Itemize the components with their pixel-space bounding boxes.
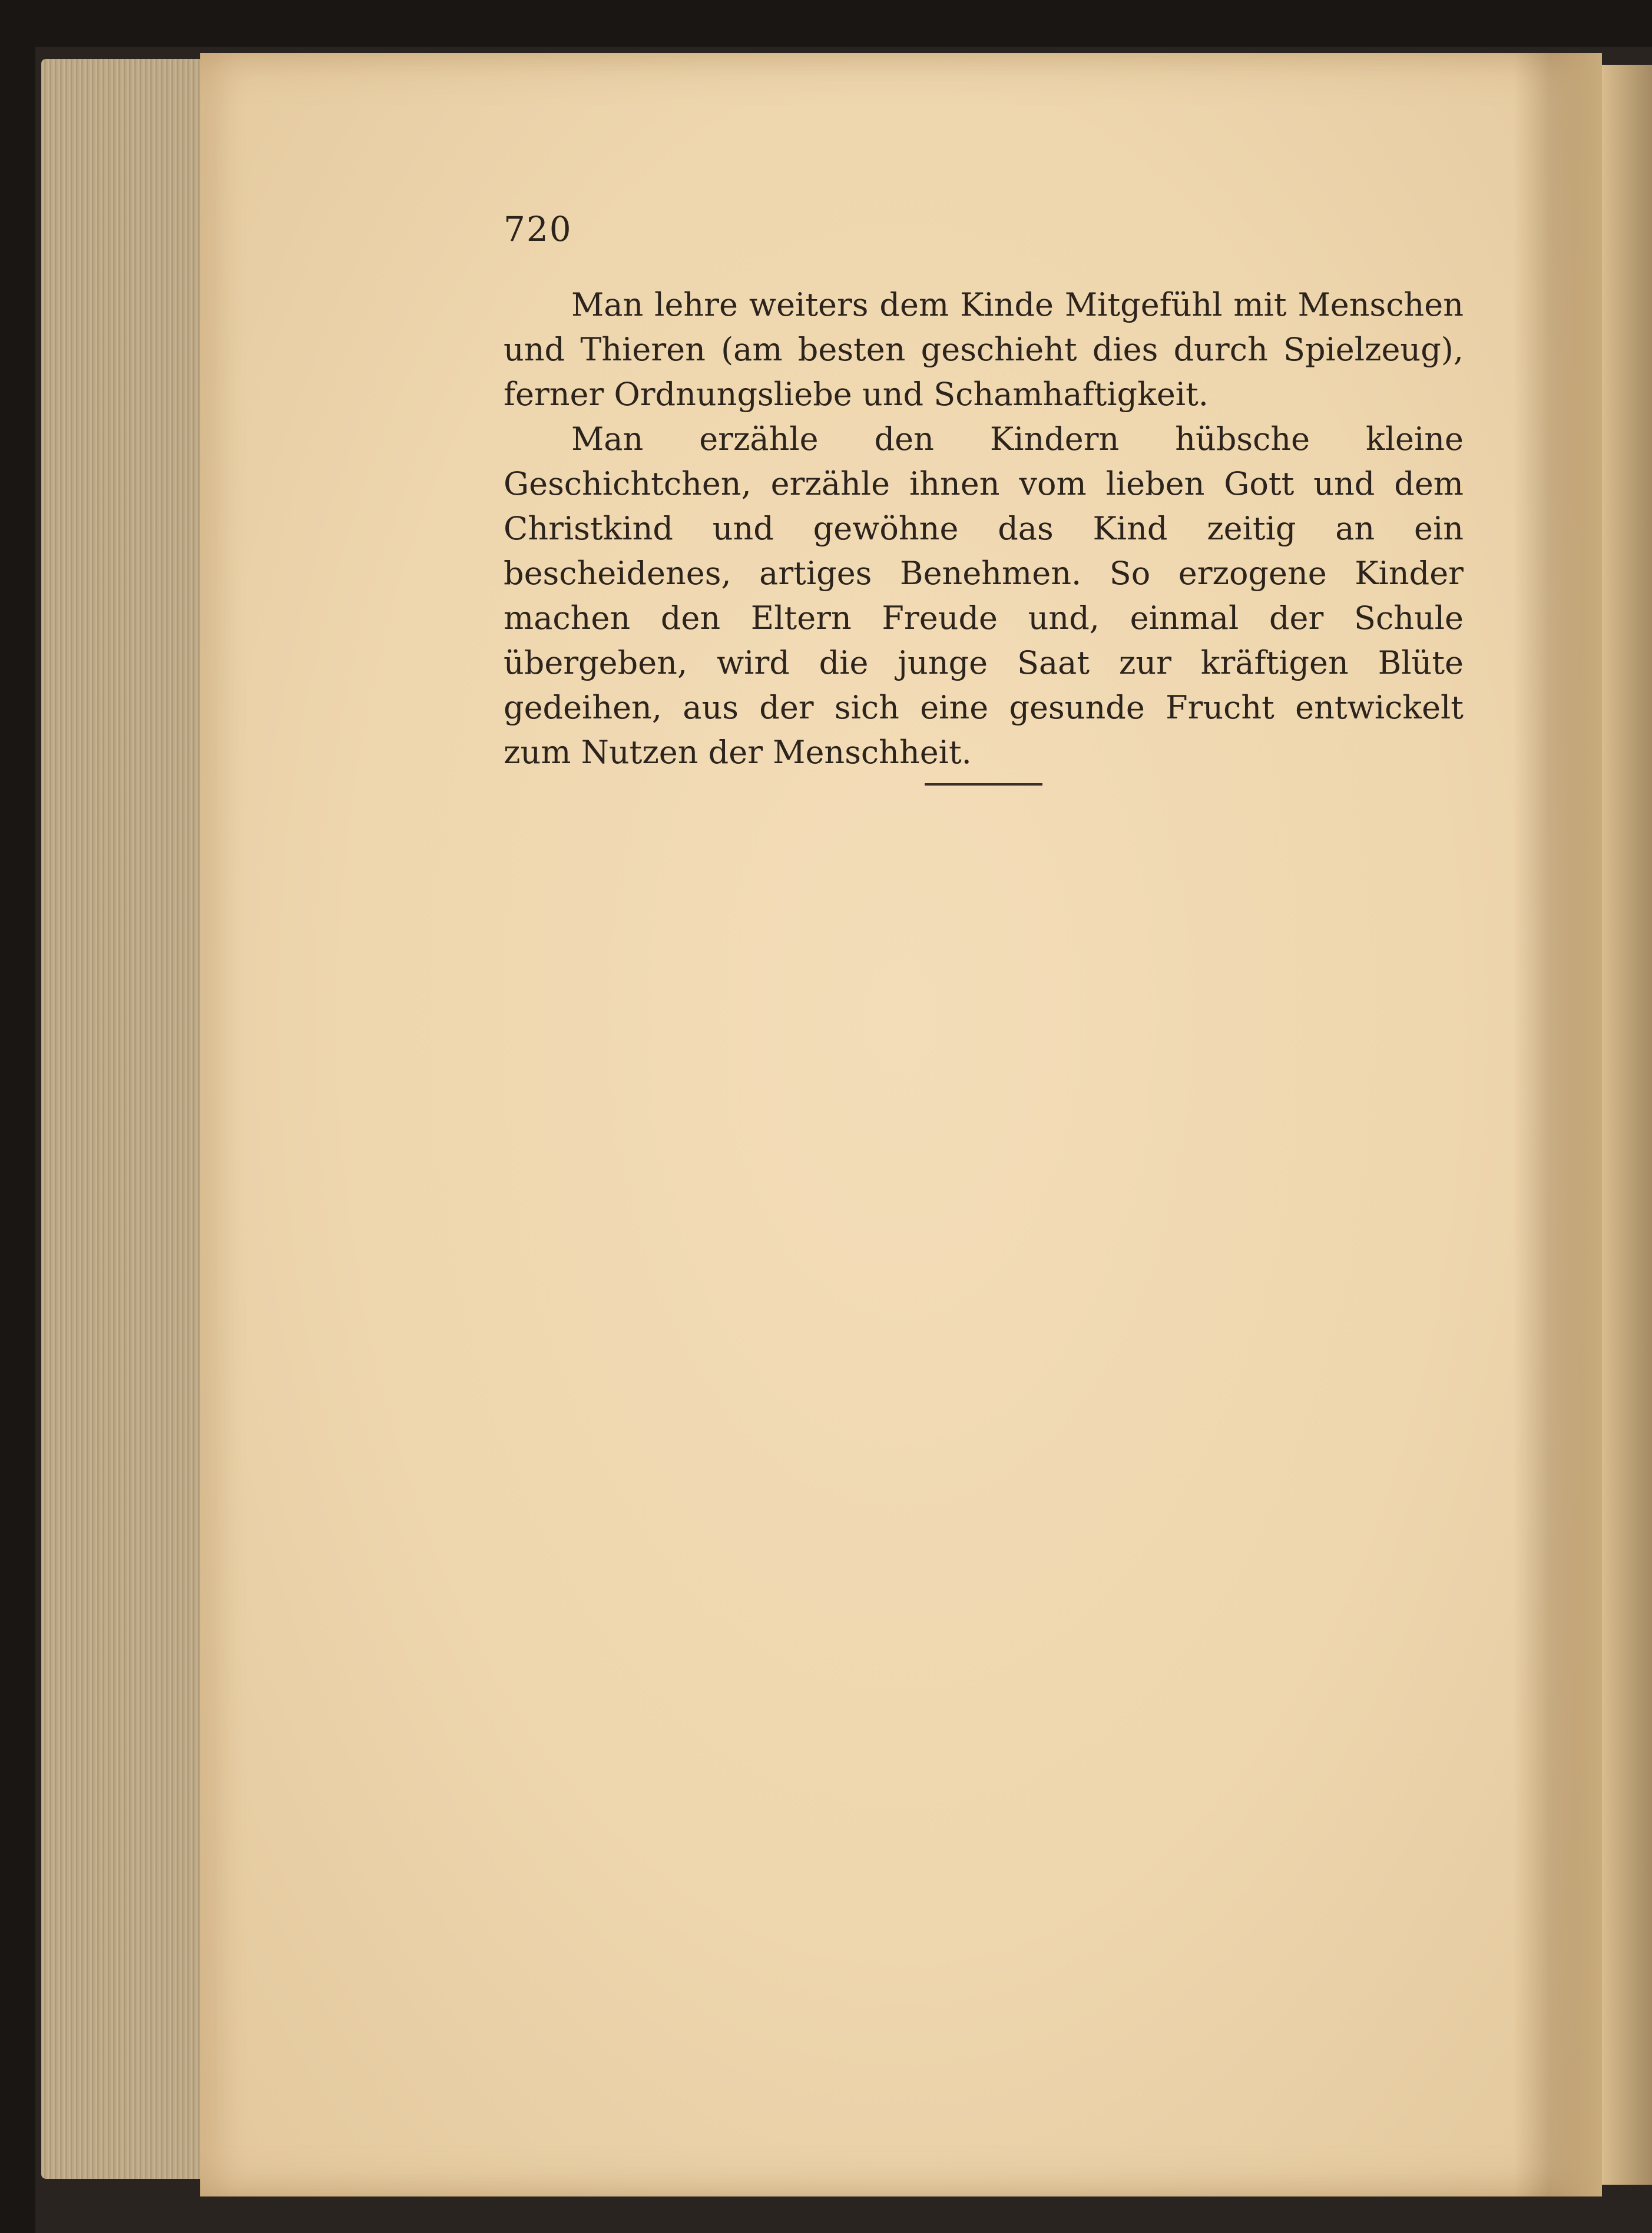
paragraph-2: Man erzähle den Kindern hübsche kleine Geschichtchen, erzähle ihnen vom lieben Gott und dem Christkind und gewöhne das Kind zeitig an ein bescheidenes, artiges Benehmen. So erzogene Kinder machen den Eltern Freude und, einmal der Schule übergeben, wird die junge Saat zur kräftigen Blüte gedeihen, aus der sich eine gesunde Frucht entwickelt zum Nutzen der Menschheit. [504, 420, 1464, 771]
body-text [504, 283, 1464, 775]
paragraph-1: Man lehre weiters dem Kinde Mitgefühl mit Menschen und Thieren (am besten geschieht dies durch Spielzeug), ferner Ordnungsliebe und Schamhaftigkeit. [504, 286, 1464, 413]
section-separator-rule [925, 783, 1042, 786]
page-edge-right [1602, 65, 1652, 2185]
page-number: 720 [504, 209, 572, 249]
page-edges-left [41, 59, 206, 2179]
page-gutter [1514, 53, 1602, 2196]
